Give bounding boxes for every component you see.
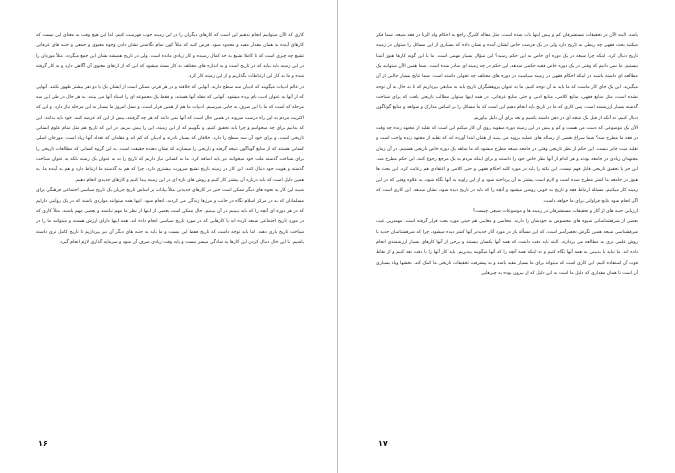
right-page-text [376, 31, 638, 426]
right-page [338, 0, 675, 473]
left-page-text [36, 31, 304, 426]
right-page-paragraph-2: الآن یک موضوعی که دست من هست و کم و بیش در این زمینه دوره صفویه روی آن کار میکنم این است که تقلید از مجتهد زنده چه وقت در فقه ما مطرح شد؟ شما سراغ بعضی از رساله های عملیه بروید می بینید از همان ابتدا آورده اند که تقلید از مجتهد زنده واجب است و تقلید میت جایز نیست. این حکم از نظر تاریخی وقتی در جامعه شیعه مطرح میشود که ما شاهد یک دوره خاص تاریخی هستیم. در آن زمان مجتهدان زیادی در جامعه بودند و هر کدام از آنها نظر خاص خود را داشتند و برای اینکه مردم به یک مرجع رجوع کنند، این حکم مطرح شد. این جز با تحقیق تاریخی قابل فهم نیست. این نکته را باید در مورد کلیه احکام فقهی و حتی کلامی و اعتقادی هم رعایت کرد. این بحث ها هنوز در جامعه ما کمتر مطرح شده است و لازم است بیشتر به آن پرداخته شود و از این زاویه به آنها نگاه شود، به علاوه وقتی که در این زمینه کار میکنیم، مسئله ارتباط فقه و تاریخ به خوبی روشن میشود و آنچه را که باید در تاریخ دیده شود، نشان میدهد. این کاری است که اگر انجام شود نتایج فراوانی برای ما خواهد داشت. [376, 126, 638, 204]
left-page-paragraph-2: در عالم ادبیات میگویند که ادبیان سه سطح دارند. آنهایی که خلاقند و در هر قرنی ممکن است از ایشان یک یا دو نفر بیشتر ظهور نکنند. آنهایی که از آنها به عنوان ادیب نام برده میشود. آنهایی که مقلد آنها هستند، و فقط یک مجموعه ای را استاد آنها می بینند. به هر حال در طی این سه مرحله که است که ما با این صرف به جایی میرسیم. ادبیات ما هم از همین قرار است، و نسل امروز ما بسیار به این مرحله نیاز دارد. و این که اکثریت مردم به این راه درست میروند در همین حال است که آنها نمی دانند که هر چه گرفتند، بیش از این که عرضه کنند، خود باید بدانند. این که بدانیم برای چه میخوانیم و چرا باید تحقیق کنیم، و بگوییم که از این زمینه، این را پیش ببریم. در این که تاریخ هم مثل تمام علوم انسانی تاریخی است، و برای خود آن سه سطح را دارد. خلاقان که بسیار نادرند و ادیبان که کم اند و مقلدان که تعداد آنها زیاد است. مورخان اصلی کسانی هستند که از منابع گوناگون نتیجه گرفته و تاریخی را میسازند که نشان دهنده حقیقت است. به این گروه کسانی که مطالعات تاریخی را برای شناخت گذشته ملت خود میخوانند نیز باید اضافه کرد. ما به کسانی نیاز داریم که تاریخ را نه به عنوان یک رشته بلکه به عنوان شناخت گذشته و هویت خود دنبال کنند. این کار در زمینه تاریخ تشیع ضرورت بیشتری دارد، چرا که هم به گذشته ما ارتباط دارد و هم به آینده ما. به همین دلیل است که باید درباره آن بیشتر کار کنیم و روش های تازه ای در این زمینه پیدا کنیم و کارهای جدیدی انجام دهیم. [36, 84, 304, 183]
left-page [0, 0, 337, 473]
right-page-paragraph-3: بعضی از شرقشناسانی شیوه های مخصوص به خودشان را دارند. محاسن و معایبی هم حیثی مورد بحث قرار گرفته است. مهمترین عیب شرقشناسی شیعه همین نگرش تحقیرآمیز است، که این مسأله باز در مورد آثار جدیدتر آنها کمتر دیده میشود، چرا که شرقشناسان جدید با روش علمی تری به مطالعه می پردازند. البته باید دقت داشت که همه آنها یکسان نیستند و برخی از آنها کارهای بسیار ارزشمندی انجام داده اند. ما نباید با بدبینی به همه آنها نگاه کنیم و نه اینکه همه آنچه را که آنها میگویند بپذیریم. باید کار آنها را با دقت نقد کنیم و از نقاط قوت آن استفاده کنیم. این کاری است که میتواند برای ما بسیار مفید باشد و به پیشرفت تحقیقات تاریخی ما کمک کند. بخشها ویاد بسیاری آن است تا همان مقداری که دلیل ما است به این دلیل که از بیرون بوده به چیزهایی [376, 219, 638, 276]
right-page-paragraph-1: باشد. البته الآن در تحقیقات مستشرقان کم و بیش اینها باب شده است، مثل مقاله کلبرگ راجع به احکام ولد الزنا در فقه شیعه. شما فکر میکنید بحث فقهی چه ربطی به تاریخ دارد ولی در یک فرصت خاص ایشان آمده و نشان داده که بسیاری از این مسائل را میتوان در زمینه تاریخ دنبال کرد. اینکه چرا شیعه در یک دوره ای خاص به این حکم رسید؟ این سؤال بسیار مهمی است. ما با این گونه کارها هنوز آشنا نیستیم. ما نمی دانیم که وقتی در یک دوره خاص فقیه حکمی میدهد، این حکم در چه زمینه ای صادر شده است. شما همین الآن میتوانید یک مطالعه ای داشته باشید در اینکه احکام فقهی در زمینه سیاست در دوره های مختلف چه تحولی داشته است. شما نتایج بسیار جالبی از آن میگیرید. این یک جای کار ماست که ما باید به آن توجه کنیم. ما به عنوان پژوهشگران تاریخ باید به منابعی بپردازیم که تا به حال به آن توجه نشده است، مثل منابع فقهی، منابع کلامی، منابع ادبی و حتی منابع عرفانی. در همه اینها میتوان مطالب تاریخی یافت که برای شناخت گذشته بسیار ارزشمند است. پس کاری که ما در تاریخ باید انجام دهیم این است که ما مسائل را بر اساس مدارک و شواهد و منابع گوناگون دنبال کنیم، نه آنکه از قبل یک نتیجه ای در ذهن داشته باشیم و بعد برای آن دلیل بیاوریم. [376, 33, 638, 121]
right-page-number: ۱۷ [378, 439, 388, 448]
right-page-question: ارزیابی جنبه های از آثار و تحقیقات مستشرقان در زمینه ها و موضوعات شیعی چیست؟ [472, 208, 638, 214]
left-page-paragraph-3: شبیه این کار به نحوه های دیگر ممکن است حتی در کارهای جدیدتر، مثلاً بیانات بر اساس تاریخ جریان یک تاریخ سیاسی اجتماعی فرهنگی برای مسلمانان که به در مرکز اسلام نگاه در جانب و مرزها زندگی می کردند، انجام شود. اینها همه میتوانند مواردی باشند که در یک روایتی دارایم که در هر دوره ای آنچه را که باید ببینیم در آن ببینیم. حال ممکن است بعضی از اینها از نظر ما مهم نباشند و بعضی مهم باشند. مثلاً کاری که در مورد تاریخ اجتماعی شیعه کرده اند یا کارهایی که در مورد تاریخ سیاسی انجام داده اند، همه اینها دارای ارزش هستند و میتوانند ما را در شناخت تاریخ یاری دهند. اما باید توجه داشت که تاریخ فقط این نیست و ما باید به جنبه های دیگر آن نیز بپردازیم تا تاریخ کامل تری داشته باشیم. با این حال دنبال کردن این کارها به سادگی میسر نیست و باید وقت زیادی صرف آن شود و سرمایه گذاری لازم انجام گیرد. [36, 188, 304, 245]
left-page-paragraph-1: کاری که الآن میتوانیم انجام بدهیم این است که کارهای دیگران را در این زمینه حوب فهرست کنیم. اما این هیچ وقت به معنای این نیست که کارهای آینده به همان مقدار مفید و محدود شود. فرض کنید که مثلاً کون تمام نگاشتن نشان دادن وجوه معنوی و جمعی و جنبه های عرفانی تشیع چه چیزی است که تا کاملا تشیع به حد کمال رسیده و کار زیادی مانده است. ولی در تاریخ همیشه نشان این جمع میگردد. مثلاً موردان را در این زمینه باید بیاید که در تاریخ است و به اندازه های مختلف به کار بسته میشود که این که از ارتقای معنوی آن آگاهی دارد و به کار گرفته شده و ما به کار این ارتباطات بگذاریم و از این زمینه کار کرد. [36, 33, 304, 80]
left-page-number: ۱۶ [38, 439, 48, 448]
